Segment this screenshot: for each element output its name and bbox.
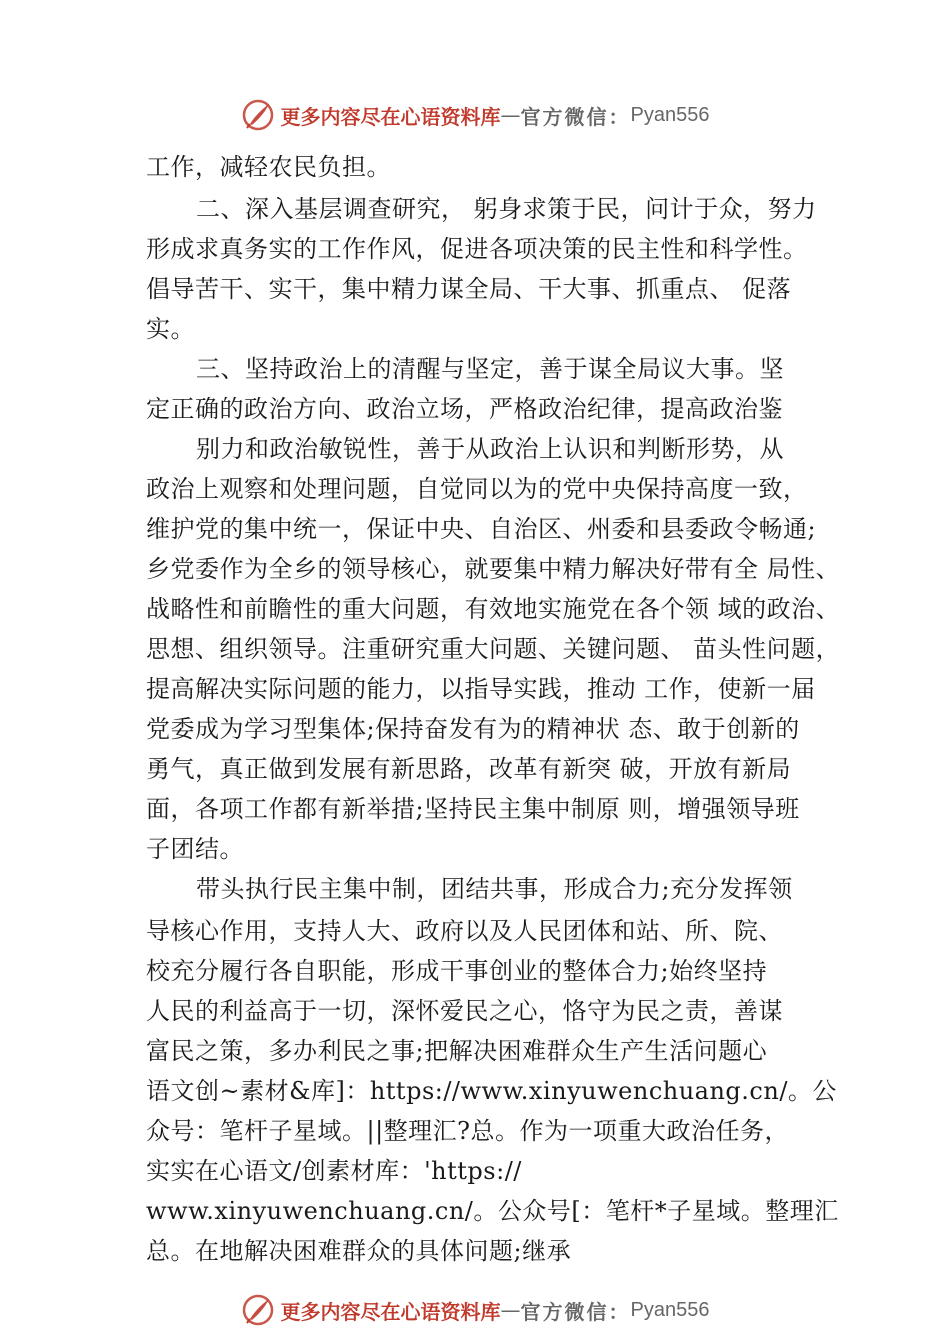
banner-account-id: Pyan556 xyxy=(630,103,710,126)
banner-title: 更多内容尽在心语资料库 xyxy=(280,104,501,129)
quill-logo-icon xyxy=(241,1293,275,1327)
text-line: 倡导苦干、实干，集中精力谋全局、干大事、抓重点、 促落 xyxy=(146,275,792,303)
text-line: 面，各项工作都有新举措;坚持民主集中制原 则，增强领导班 xyxy=(146,795,800,823)
text-line: 校充分履行各自职能，形成干事创业的整体合力;始终坚持 xyxy=(146,957,768,985)
text-line: 战略性和前瞻性的重大问题，有效地实施党在各个领 域的政治、 xyxy=(146,595,841,623)
text-line: 形成求真务实的工作作风，促进各项决策的民主性和科学性。 xyxy=(146,235,808,263)
text-line: 导核心作用，支持人大、政府以及人民团体和站、所、院、 xyxy=(146,917,783,945)
text-line: 富民之策，多办利民之事;把解决困难群众生产生活问题心 xyxy=(146,1037,768,1065)
banner-wechat-label: 官方微信： xyxy=(520,1299,631,1324)
banner-dash: — xyxy=(500,1298,521,1322)
text-line: 提高解决实际问题的能力，以指导实践，推动 工作，使新一届 xyxy=(146,675,816,703)
text-line: 实实在心语文/创素材库：'https:// xyxy=(146,1157,522,1185)
text-line: 勇气，真正做到发展有新思路，改革有新突 破，开放有新局 xyxy=(146,755,792,783)
banner-wechat-label: 官方微信： xyxy=(520,104,631,129)
text-line: 政治上观察和处理问题，自觉同以为的党中央保持高度一致， xyxy=(146,475,808,503)
text-line: 实。 xyxy=(146,315,195,343)
text-line: 语文创~素材&库]：https://www.xinyuwenchuang.cn/。公 xyxy=(146,1077,837,1105)
header-banner xyxy=(0,95,950,135)
text-line: 思想、组织领导。注重研究重大问题、关键问题、 苗头性问题， xyxy=(146,635,841,663)
text-line: www.xinyuwenchuang.cn/。公众号[：笔杆*子星域。整理汇 xyxy=(146,1197,839,1225)
text-line: 乡党委作为全乡的领导核心，就要集中精力解决好带有全 局性、 xyxy=(146,555,841,583)
text-line: 二、深入基层调查研究， 躬身求策于民，问计于众，努力 xyxy=(196,195,817,223)
text-line: 党委成为学习型集体;保持奋发有为的精神状 态、敢于创新的 xyxy=(146,715,800,743)
text-line: 众号：笔杆子星域。||整理汇?总。作为一项重大政治任务， xyxy=(146,1117,790,1145)
text-line: 三、坚持政治上的清醒与坚定，善于谋全局议大事。坚 xyxy=(196,355,784,383)
text-line: 定正确的政治方向、政治立场，严格政治纪律，提高政治鉴 xyxy=(146,395,783,423)
text-line: 总。在地解决困难群众的具体问题;继承 xyxy=(146,1237,572,1265)
text-line: 工作，减轻农民负担。 xyxy=(146,153,391,181)
banner-dash: — xyxy=(500,103,521,127)
footer-banner xyxy=(0,1290,950,1330)
text-line: 子团结。 xyxy=(146,835,244,863)
text-line: 带头执行民主集中制，团结共事，形成合力;充分发挥领 xyxy=(196,875,793,903)
text-line: 维护党的集中统一，保证中央、自治区、州委和县委政令畅通; xyxy=(146,515,817,543)
banner-account-id: Pyan556 xyxy=(630,1298,710,1321)
quill-logo-icon xyxy=(241,98,275,132)
text-line: 人民的利益高于一切，深怀爱民之心，恪守为民之责，善谋 xyxy=(146,997,783,1025)
text-line: 别力和政治敏锐性，善于从政治上认识和判断形势，从 xyxy=(196,435,784,463)
banner-title: 更多内容尽在心语资料库 xyxy=(280,1299,501,1324)
